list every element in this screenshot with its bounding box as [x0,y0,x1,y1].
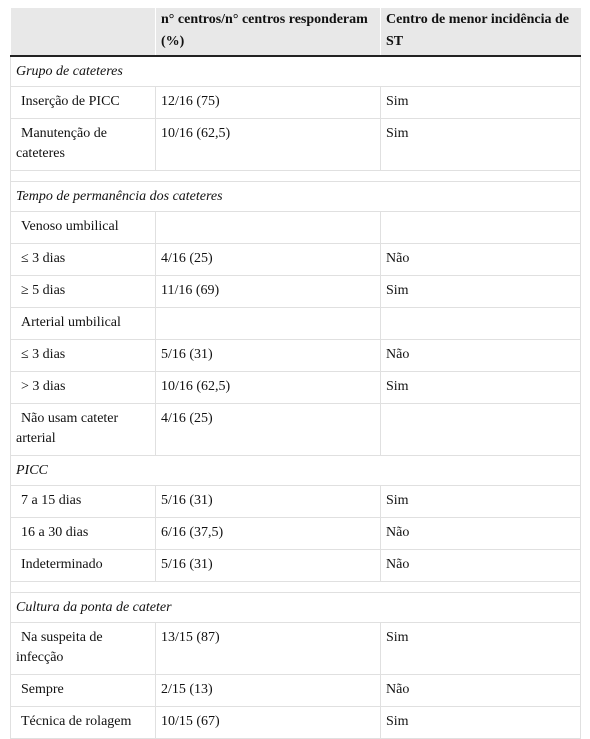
row-value [156,212,381,244]
row-value: 4/16 (25) [156,244,381,276]
table-row [11,276,581,308]
row-value: 4/16 (25) [156,404,381,456]
table-row [11,707,581,739]
table-row [11,212,581,244]
row-label: ≥ 5 dias [11,276,156,308]
table-row [11,675,581,707]
table-header-row [11,8,581,56]
row-result: Não [381,550,581,582]
row-result: Não [381,518,581,550]
section-title-row [11,593,581,623]
table-row [11,340,581,372]
row-label: Indeterminado [11,550,156,582]
row-value: 5/16 (31) [156,340,381,372]
row-label: 16 a 30 dias [11,518,156,550]
row-result: Sim [381,87,581,119]
table-row [11,404,581,456]
section-spacer [11,171,581,182]
table-row [11,623,581,675]
row-label: ≤ 3 dias [11,340,156,372]
row-label: Manutenção de cateteres [11,119,156,171]
section-title: PICC [11,456,581,486]
row-result [381,404,581,456]
row-label: Não usam cateter arterial [11,404,156,456]
row-value: 10/16 (62,5) [156,372,381,404]
data-table-container [10,8,580,739]
table-row [11,119,581,171]
row-value: 2/15 (13) [156,675,381,707]
row-value: 5/16 (31) [156,486,381,518]
row-result [381,308,581,340]
row-result: Sim [381,119,581,171]
row-label: Arterial umbilical [11,308,156,340]
table-row [11,550,581,582]
row-value: 11/16 (69) [156,276,381,308]
row-value: 5/16 (31) [156,550,381,582]
row-result: Sim [381,707,581,739]
table-row [11,372,581,404]
header-col2: n° centros/n° centros responderam (%) [156,8,381,56]
row-result: Sim [381,276,581,308]
table-row [11,486,581,518]
header-col1 [11,8,156,56]
row-value: 6/16 (37,5) [156,518,381,550]
row-label: > 3 dias [11,372,156,404]
section-title: Grupo de cateteres [11,56,581,87]
row-value: 10/16 (62,5) [156,119,381,171]
section-title-row [11,182,581,212]
row-value: 13/15 (87) [156,623,381,675]
section-title-row [11,456,581,486]
section-title: Tempo de permanência dos cateteres [11,182,581,212]
section-title-row [11,56,581,87]
row-result: Sim [381,623,581,675]
section-spacer [11,582,581,593]
row-result: Sim [381,486,581,518]
row-result [381,212,581,244]
row-value [156,308,381,340]
row-result: Sim [381,372,581,404]
row-label: Na suspeita de infecção [11,623,156,675]
header-col3: Centro de menor incidência de ST [381,8,581,56]
table-row [11,308,581,340]
row-label: Venoso umbilical [11,212,156,244]
table-row [11,87,581,119]
row-label: Sempre [11,675,156,707]
row-result: Não [381,244,581,276]
row-label: Inserção de PICC [11,87,156,119]
table-row [11,518,581,550]
section-title: Cultura da ponta de cateter [11,593,581,623]
row-result: Não [381,340,581,372]
row-value: 12/16 (75) [156,87,381,119]
row-label: Técnica de rolagem [11,707,156,739]
row-result: Não [381,675,581,707]
row-label: 7 a 15 dias [11,486,156,518]
row-label: ≤ 3 dias [11,244,156,276]
row-value: 10/15 (67) [156,707,381,739]
table-row [11,244,581,276]
data-table [10,8,581,739]
